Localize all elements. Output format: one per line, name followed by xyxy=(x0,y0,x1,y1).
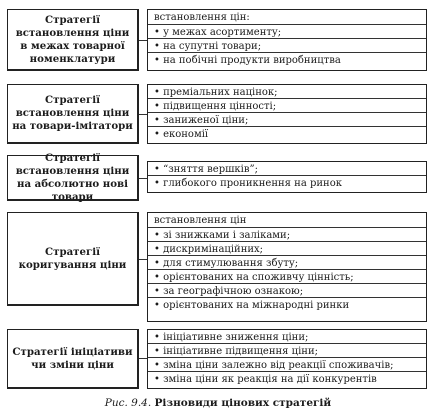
options-panel-initiative xyxy=(147,329,427,389)
strategy-box-imitators xyxy=(7,84,139,144)
strategy-title: Стратегії встановлення ціни на абсолютно нові товари xyxy=(15,151,130,203)
option-item: • ініціативне підвищення ціни; xyxy=(148,344,426,358)
option-item: • зі знижками і заліками; xyxy=(148,228,426,242)
option-item: • дискримінаційних; xyxy=(148,242,426,256)
option-item: • підвищення цінності; xyxy=(148,99,426,113)
panel-header: встановлення цін: xyxy=(148,10,426,25)
connector-line xyxy=(139,114,147,115)
strategy-box-adjustment xyxy=(7,212,139,306)
option-item: • “зняття вершків”; xyxy=(148,162,426,176)
figure-title: Різновиди цінових стратегій xyxy=(154,397,332,409)
panel-header: встановлення цін xyxy=(148,213,426,228)
strategy-title: Стратегії ініціативи чи зміни ціни xyxy=(12,345,133,371)
options-panel-adjustment xyxy=(147,212,427,322)
option-item: • за географічною ознакою; xyxy=(148,284,426,298)
figure-number: Рис. 9.4. xyxy=(104,397,152,409)
figure-caption xyxy=(0,396,436,410)
options-panel-assortment xyxy=(147,9,427,71)
strategy-title: Стратегії встановлення ціни на товари-імітатори xyxy=(12,94,133,132)
option-item: • на побічні продукти виробництва xyxy=(154,55,341,66)
options-panel-new-products xyxy=(147,161,427,193)
options-panel-imitators xyxy=(147,84,427,144)
option-item: • преміальних націнок; xyxy=(148,85,426,99)
option-item: • зміна ціни залежно від реакції споживачів; xyxy=(148,358,426,372)
option-item: • ініціативне зниження ціни; xyxy=(148,330,426,344)
option-item: • орієнтованих на міжнародні ринки xyxy=(154,300,350,311)
option-item: • зміна ціни як реакція на дії конкурентів xyxy=(154,374,377,385)
option-item: • заниженої ціни; xyxy=(148,113,426,127)
strategy-box-assortment xyxy=(7,9,139,71)
connector-line xyxy=(139,358,147,359)
strategy-title: Стратегії коригування ціни xyxy=(18,245,127,271)
strategy-title: Стратегії встановлення ціни в межах товарної номенклатури xyxy=(15,13,130,65)
option-item: • глибокого проникнення на ринок xyxy=(154,178,342,189)
connector-line xyxy=(139,259,147,260)
strategy-box-new-products xyxy=(7,151,139,203)
option-item: • економії xyxy=(154,129,209,140)
option-item: • у межах асортименту; xyxy=(148,25,426,39)
strategy-box-initiative xyxy=(7,329,139,389)
connector-line xyxy=(139,40,147,41)
option-item: • орієнтованих на споживчу цінність; xyxy=(148,270,426,284)
connector-line xyxy=(139,178,147,179)
option-item: • для стимулювання збуту; xyxy=(148,256,426,270)
option-item: • на супутні товари; xyxy=(148,39,426,53)
